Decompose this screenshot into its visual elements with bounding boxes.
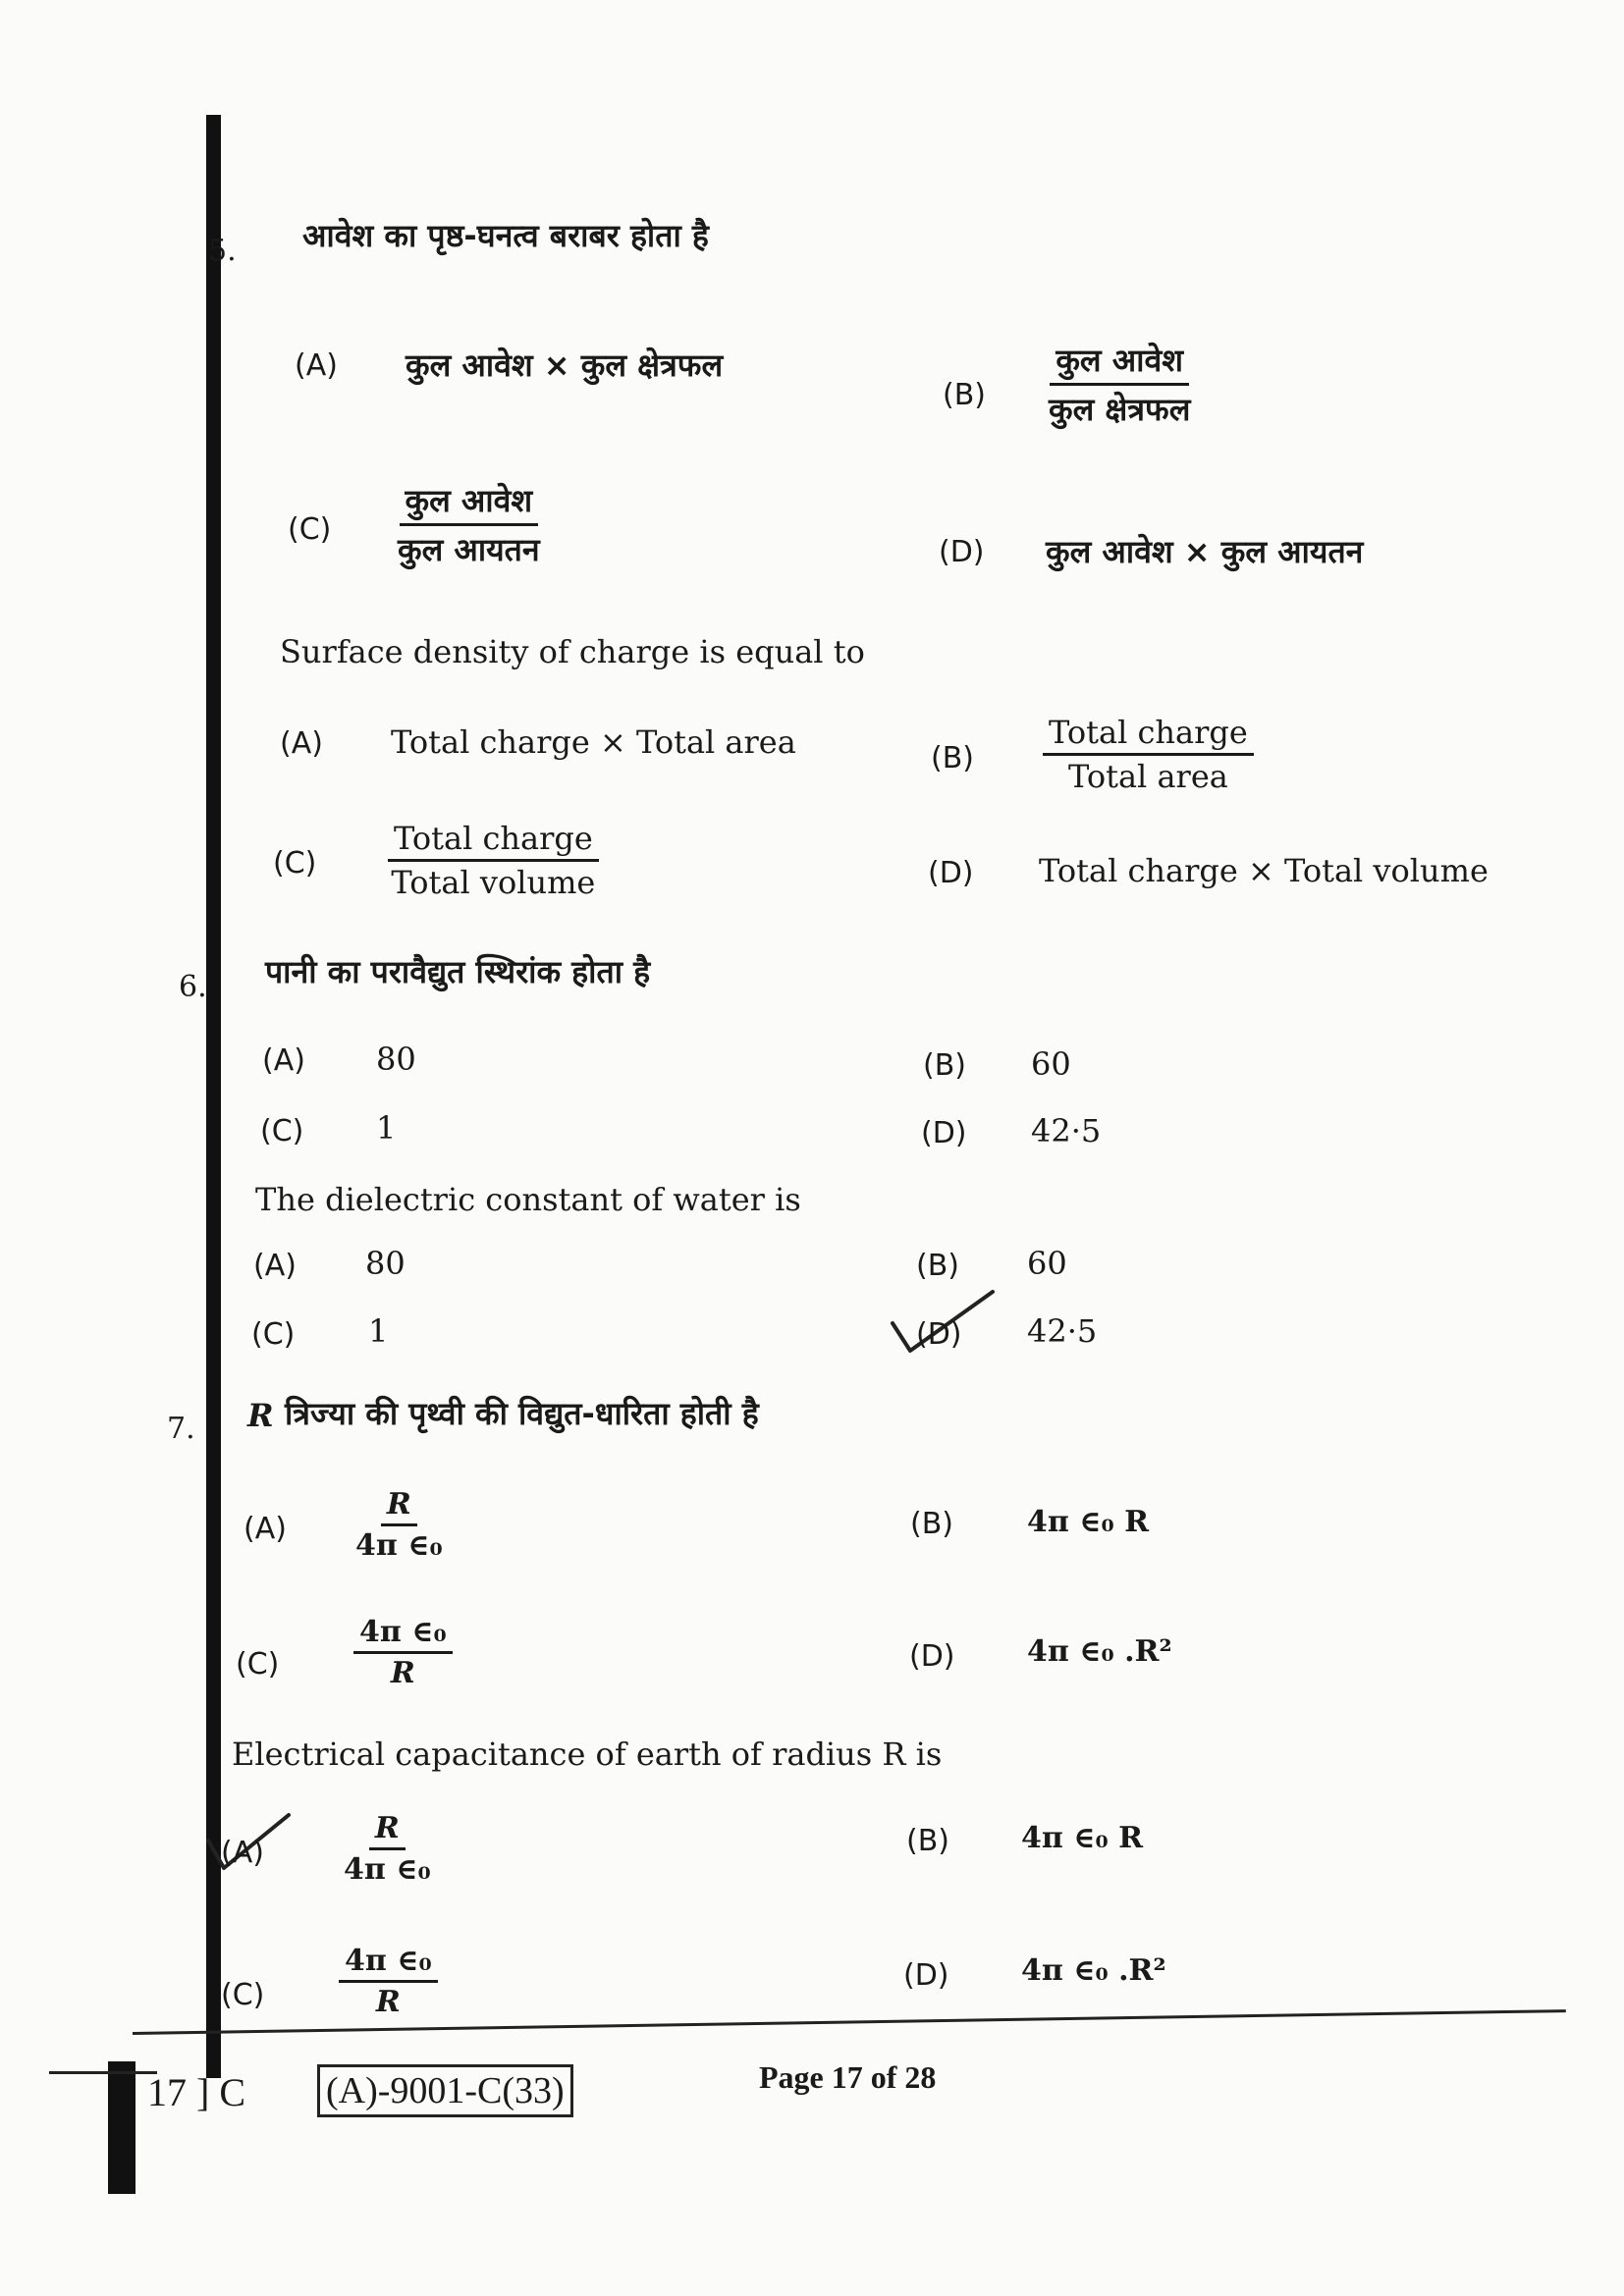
q6-hi-option-a-label: (A) [262,1043,305,1078]
q6-en-option-a: 80 [365,1245,406,1282]
binding-edge-bottom [108,2061,135,2194]
q7-hi-option-c-label: (C) [236,1647,280,1682]
q7-english-question: Electrical capacitance of earth of radius R is [232,1735,943,1773]
denominator: R [375,1985,401,2019]
numerator: 4π ∈₀ [339,1944,438,1983]
q5-hi-option-b-label: (B) [943,378,986,412]
q7-en-option-a-fraction [344,1811,431,1887]
q6-hi-option-b-label: (B) [923,1048,966,1083]
q5-hi-option-a-label: (A) [295,348,338,383]
numerator: R [369,1811,406,1850]
q6-en-option-c-label: (C) [251,1317,296,1352]
q7-en-option-c-fraction [339,1944,438,2019]
denominator: 4π ∈₀ [344,1852,431,1887]
q6-hindi-question: पानी का परावैद्युत स्थिरांक होता है [265,953,651,990]
footer-paper-code: (A)-9001-C(33) [317,2064,573,2117]
q5-hi-option-c-label: (C) [288,512,332,547]
q7-hi-option-d: 4π ∈₀ .R² [1027,1634,1172,1669]
denominator: Total area [1067,758,1228,795]
question-number: 6. [179,970,207,1004]
q5-en-option-d-label: (D) [928,856,974,890]
denominator: R [390,1656,415,1690]
q7-hi-option-a-label: (A) [244,1512,287,1546]
q5-hi-option-c-fraction [398,479,540,570]
q5-en-option-a: Total charge × Total area [391,723,796,761]
numerator: कुल आवेश [400,479,539,526]
footer-page-code: 17 ] C [147,2070,245,2114]
q7-en-option-c-label: (C) [221,1978,265,2012]
q7-en-option-d-label: (D) [903,1958,949,1993]
q7-hi-option-b-label: (B) [910,1507,953,1541]
q7-hi-option-d-label: (D) [909,1639,955,1674]
denominator: कुल आयतन [398,531,540,568]
q6-hi-option-d: 42·5 [1031,1112,1102,1149]
numerator: कुल आवेश [1050,339,1189,386]
question-number: 7. [167,1412,195,1446]
q5-hindi-question: आवेश का पृष्ठ-घनत्व बराबर होता है [302,217,709,254]
q5-hi-option-d: कुल आवेश × कुल आयतन [1046,533,1364,570]
q7-hi-option-b: 4π ∈₀ R [1027,1505,1149,1539]
q7-en-option-d: 4π ∈₀ .R² [1021,1953,1166,1988]
question-number: 5. [208,234,237,268]
numerator: 4π ∈₀ [353,1615,453,1654]
q5-english-question: Surface density of charge is equal to [280,633,865,670]
q5-en-option-c-label: (C) [273,846,317,881]
q6-hi-option-d-label: (D) [921,1116,967,1150]
q7-hi-option-c-fraction [353,1615,453,1690]
q5-en-option-b-fraction [1043,714,1254,795]
denominator: 4π ∈₀ [355,1528,443,1563]
q5-hi-option-a: कुल आवेश × कुल क्षेत्रफल [406,347,724,384]
q5-en-option-d: Total charge × Total volume [1039,852,1489,889]
q7-en-option-b-label: (B) [906,1824,949,1858]
q6-hi-option-b: 60 [1031,1045,1071,1083]
binding-edge [206,115,221,2078]
q5-hi-option-d-label: (D) [939,535,985,569]
q5-hi-option-b-fraction [1049,339,1190,430]
q6-en-option-d: 42·5 [1027,1312,1098,1350]
footer-page-number: Page 17 of 28 [759,2059,937,2095]
q6-english-question: The dielectric constant of water is [255,1181,801,1218]
q5-en-option-a-label: (A) [280,726,323,761]
q7-hindi-question-var: R [247,1397,274,1434]
footer-rule-left [49,2071,157,2074]
numerator: Total charge [1043,714,1254,756]
q6-en-option-a-label: (A) [253,1249,297,1283]
numerator: Total charge [388,820,599,862]
q6-en-option-b-label: (B) [916,1249,959,1283]
q7-hi-option-a-fraction [355,1487,443,1563]
q6-en-option-d-label: (D) [916,1317,962,1352]
q5-en-option-c-fraction [388,820,599,901]
q7-en-option-a-label: (A) [221,1836,264,1870]
q7-hindi-question: त्रिज्या की पृथ्वी की विद्युत-धारिता होती है [285,1395,759,1432]
q7-en-option-b: 4π ∈₀ R [1021,1821,1143,1855]
q6-en-option-b: 60 [1027,1245,1067,1282]
q6-hi-option-a: 80 [376,1041,416,1078]
q5-en-option-b-label: (B) [931,741,974,775]
q6-hi-option-c: 1 [376,1109,397,1147]
numerator: R [381,1487,417,1526]
q6-en-option-c: 1 [368,1312,389,1350]
denominator: कुल क्षेत्रफल [1049,391,1191,428]
q6-hi-option-c-label: (C) [260,1114,304,1148]
denominator: Total volume [391,864,596,901]
